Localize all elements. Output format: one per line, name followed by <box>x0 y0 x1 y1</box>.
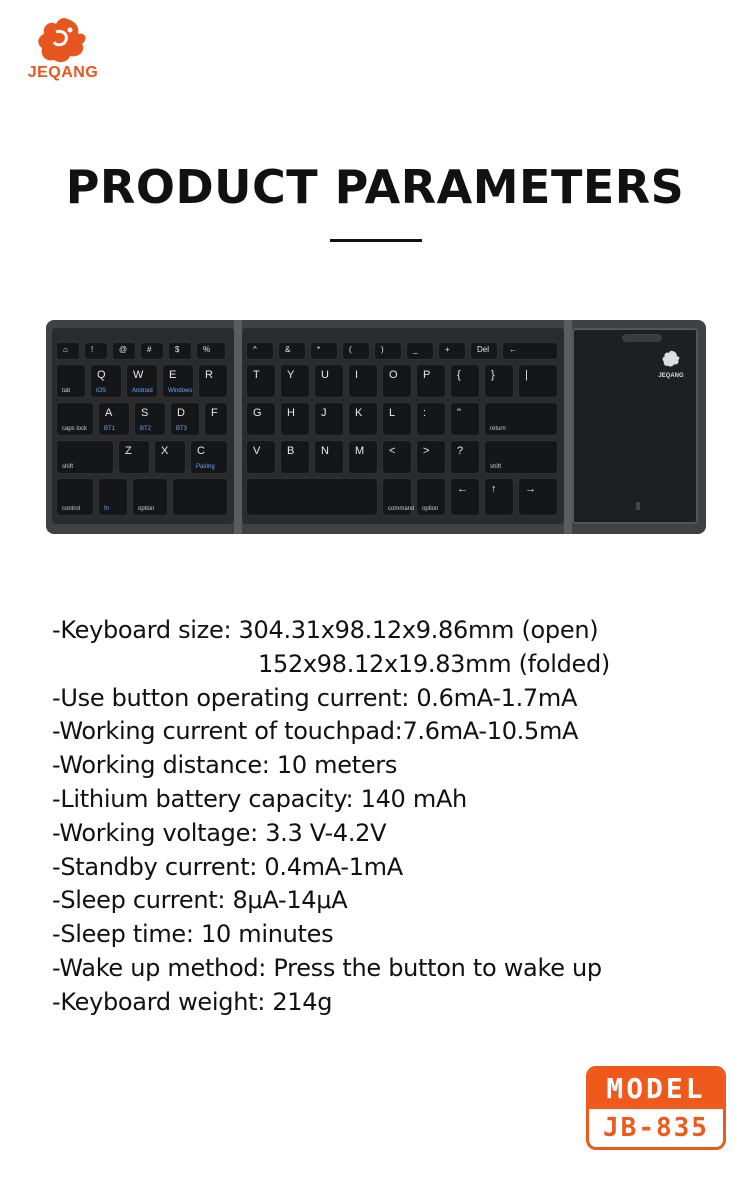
key: W Android <box>126 364 158 398</box>
key: { <box>450 364 480 398</box>
key: ↑ <box>484 478 514 516</box>
key: % <box>196 342 226 360</box>
spec-battery-capacity: -Lithium battery capacity: 140 mAh <box>52 784 467 813</box>
key: V <box>246 440 276 474</box>
key: T <box>246 364 276 398</box>
key: shift <box>484 440 558 474</box>
key: Q iOS <box>90 364 122 398</box>
key: fn <box>98 478 128 516</box>
spec-working-distance: -Working distance: 10 meters <box>52 751 398 780</box>
key: L <box>382 402 412 436</box>
key: ( <box>342 342 370 360</box>
title-underline <box>330 239 422 242</box>
key: option <box>132 478 168 516</box>
model-label: MODEL <box>589 1069 723 1109</box>
spec-keyboard-size: -Keyboard size: 304.31x98.12x9.86mm (open) <box>52 616 599 644</box>
key: Y <box>280 364 310 398</box>
key: ^ <box>246 342 274 360</box>
key: * <box>310 342 338 360</box>
key: A BT1 <box>98 402 130 436</box>
key: ! <box>84 342 108 360</box>
spec-wake-method: -Wake up method: Press the button to wake up <box>52 953 602 982</box>
spec-working-voltage: -Working voltage: 3.3 V-4.2V <box>52 818 387 847</box>
key: caps lock <box>56 402 94 436</box>
key: → <box>518 478 558 516</box>
key: E Windows <box>162 364 194 398</box>
key: H <box>280 402 310 436</box>
key: X <box>154 440 186 474</box>
key: & <box>278 342 306 360</box>
power-button <box>636 502 640 510</box>
model-number: JB-835 <box>603 1113 709 1143</box>
key: " <box>450 402 480 436</box>
spec-list <box>52 614 732 1020</box>
key: return <box>484 402 558 436</box>
page-title: PRODUCT PARAMETERS <box>65 160 685 214</box>
hinge <box>234 320 242 534</box>
spec-sleep-current: -Sleep current: 8μA-14μA <box>52 886 348 915</box>
key: : <box>416 402 446 436</box>
key: $ <box>168 342 192 360</box>
key: ? <box>450 440 480 474</box>
key: P <box>416 364 446 398</box>
brand-logo <box>18 16 108 88</box>
key: # <box>140 342 164 360</box>
key: | <box>518 364 558 398</box>
key: < <box>382 440 412 474</box>
key: N <box>314 440 344 474</box>
brand-name: JEQANG <box>27 64 99 81</box>
key: Z <box>118 440 150 474</box>
key: S BT2 <box>134 402 166 436</box>
model-badge <box>586 1066 726 1150</box>
key: ⌂ <box>56 342 80 360</box>
key: control <box>56 478 94 516</box>
touchpad-logo-text: JEQANG <box>658 373 684 379</box>
touchpad-logo <box>656 350 686 380</box>
key: tab <box>56 364 86 398</box>
key: ← <box>502 342 558 360</box>
key: + <box>438 342 466 360</box>
dragon-logo-icon <box>34 16 90 66</box>
key: F <box>204 402 228 436</box>
key: ← <box>450 478 480 516</box>
key: K <box>348 402 378 436</box>
keyboard-left-panel <box>52 328 234 524</box>
keyboard-right-panel <box>242 328 564 524</box>
hinge <box>564 320 572 534</box>
key: } <box>484 364 514 398</box>
key: B <box>280 440 310 474</box>
key: ) <box>374 342 402 360</box>
key <box>172 478 228 516</box>
spec-standby-current: -Standby current: 0.4mA-1mA <box>52 852 403 881</box>
key: U <box>314 364 344 398</box>
key: J <box>314 402 344 436</box>
spec-sleep-time: -Sleep time: 10 minutes <box>52 920 334 949</box>
key: command <box>382 478 412 516</box>
key: shift <box>56 440 114 474</box>
key <box>246 478 378 516</box>
key: Del <box>470 342 498 360</box>
key: O <box>382 364 412 398</box>
dragon-logo-icon <box>661 350 681 368</box>
key: M <box>348 440 378 474</box>
spec-button-current: -Use button operating current: 0.6mA-1.7mA <box>52 683 578 712</box>
touchpad <box>572 328 698 524</box>
key: R <box>198 364 228 398</box>
key: > <box>416 440 446 474</box>
key: I <box>348 364 378 398</box>
key: _ <box>406 342 434 360</box>
key: G <box>246 402 276 436</box>
indicator-lights <box>622 334 662 342</box>
key: @ <box>112 342 136 360</box>
key: option <box>416 478 446 516</box>
spec-keyboard-size-folded: 152x98.12x19.83mm (folded) <box>258 649 610 678</box>
spec-touchpad-current: -Working current of touchpad:7.6mA-10.5mA <box>52 717 579 746</box>
key: D BT3 <box>170 402 200 436</box>
spec-weight: -Keyboard weight: 214g <box>52 987 333 1016</box>
keyboard-image <box>46 320 706 534</box>
key: C Pairing <box>190 440 228 474</box>
